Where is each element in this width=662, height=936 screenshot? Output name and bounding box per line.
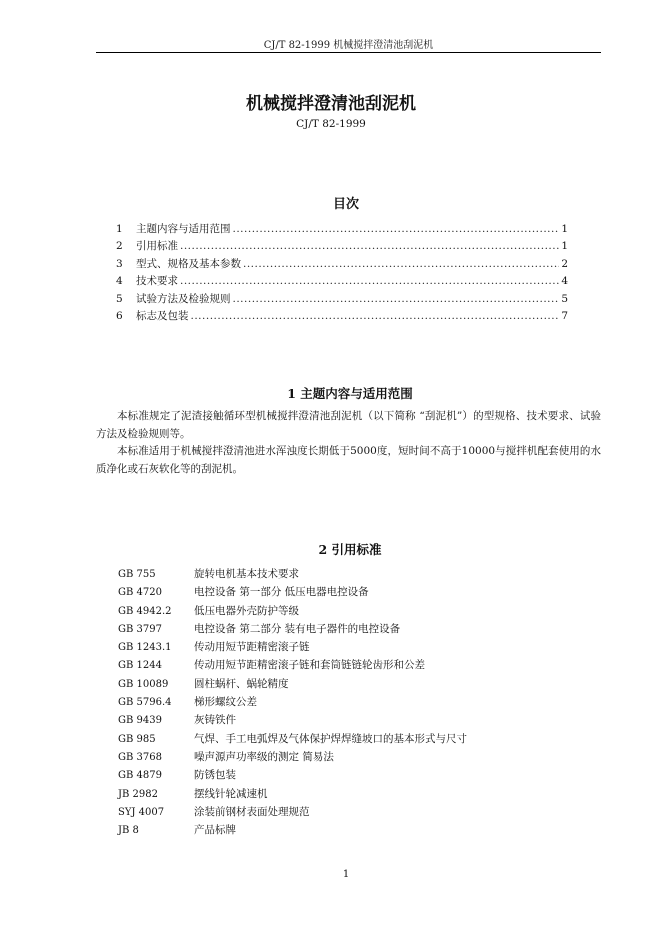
reference-item <box>118 566 598 584</box>
toc-entry-page: 1 <box>561 223 568 235</box>
running-head: CJ/T 82-1999 机械搅拌澄清池刮泥机 <box>263 40 434 51</box>
reference-standards-list <box>118 566 598 840</box>
reference-item <box>118 731 598 749</box>
toc-entry-page: 1 <box>561 240 568 253</box>
reference-code: JB 2982 <box>118 788 158 800</box>
reference-name: 旋转电机基本技术要求 <box>194 568 299 580</box>
toc-entry-number: 4 <box>116 275 123 288</box>
toc-entry[interactable] <box>116 256 568 273</box>
reference-item <box>118 639 598 657</box>
toc-entry-title: 试验方法及检验规则 <box>136 292 231 305</box>
toc-entry-number: 3 <box>116 257 123 270</box>
reference-name: 摆线针轮减速机 <box>194 787 268 800</box>
reference-name: 气焊、手工电弧焊及气体保护焊焊缝坡口的基本形式与尺寸 <box>194 732 467 745</box>
toc-leader-dots <box>243 258 559 270</box>
reference-name: 电控设备 第二部分 装有电子器件的电控设备 <box>194 622 401 635</box>
reference-code: GB 985 <box>118 733 156 745</box>
toc-entry-number: 6 <box>116 309 123 322</box>
reference-code: GB 1243.1 <box>118 642 172 654</box>
reference-item <box>118 603 598 621</box>
toc-entry-number: 1 <box>116 223 123 235</box>
reference-name: 产品标牌 <box>194 824 236 837</box>
section-1-heading: 1 主题内容与适用范围 <box>287 386 413 401</box>
toc-entry-number: 5 <box>116 292 123 305</box>
toc-entry-title: 标志及包装 <box>136 309 189 322</box>
reference-name: 电控设备 第一部分 低压电器电控设备 <box>194 586 369 599</box>
reference-name: 传动用短节距精密滚子链和套筒链链轮齿形和公差 <box>194 659 425 672</box>
reference-code: GB 3797 <box>118 623 162 635</box>
reference-code: JB 8 <box>118 825 139 837</box>
reference-code: GB 755 <box>118 569 156 580</box>
reference-name: 防锈包装 <box>194 769 236 782</box>
reference-name: 梯形螺纹公差 <box>194 696 257 709</box>
toc-leader-dots <box>180 240 559 252</box>
toc-entry-page: 4 <box>561 275 568 288</box>
reference-item <box>118 749 598 767</box>
reference-name: 灰铸铁件 <box>194 714 236 727</box>
table-of-contents <box>116 221 568 325</box>
toc-entry[interactable] <box>116 273 568 290</box>
reference-code: GB 3768 <box>118 751 162 763</box>
reference-name: 传动用短节距精密滚子链 <box>194 641 310 654</box>
toc-entry[interactable] <box>116 291 568 308</box>
document-title: 机械搅拌澄清池刮泥机 <box>246 94 416 114</box>
toc-entry-page: 5 <box>561 292 568 305</box>
toc-leader-dots <box>233 293 560 305</box>
reference-code: GB 4879 <box>118 770 162 782</box>
section-1-paragraph-2: 本标准适用于机械搅拌澄清池进水浑浊度长期低于5000度，短时间不高于10000与搅拌机配套使用的水质净化或石灰软化等的刮泥机。 <box>96 445 601 475</box>
reference-item <box>118 767 598 785</box>
reference-item <box>118 822 598 840</box>
reference-code: GB 5796.4 <box>118 697 172 709</box>
reference-code: SYJ 4007 <box>118 806 165 818</box>
reference-name: 噪声源声功率级的测定 简易法 <box>194 750 334 763</box>
toc-entry-title: 技术要求 <box>136 275 178 288</box>
reference-item <box>118 804 598 822</box>
reference-item <box>118 694 598 712</box>
page-number: 1 <box>342 869 350 880</box>
reference-item <box>118 657 598 675</box>
document-code: CJ/T 82-1999 <box>296 118 366 130</box>
toc-entry-title: 主题内容与适用范围 <box>136 223 231 235</box>
reference-code: GB 10089 <box>118 678 169 690</box>
toc-entry-page: 2 <box>561 257 568 270</box>
toc-leader-dots <box>191 310 560 322</box>
toc-entry-title: 型式、规格及基本参数 <box>136 257 241 270</box>
reference-item <box>118 712 598 730</box>
section-1-paragraph-1: 本标准规定了泥渣接触循环型机械搅拌澄清池刮泥机（以下简称 “刮泥机”）的型规格、技术要求、试验方法及检验规则等。 <box>96 410 601 440</box>
reference-item <box>118 786 598 804</box>
toc-entry[interactable] <box>116 221 568 238</box>
reference-code: GB 4942.2 <box>118 605 172 617</box>
reference-code: GB 4720 <box>118 587 162 599</box>
reference-code: GB 1244 <box>118 660 162 672</box>
reference-name: 低压电器外壳防护等级 <box>194 604 299 617</box>
toc-entry-page: 7 <box>561 309 568 322</box>
reference-item <box>118 676 598 694</box>
toc-entry-title: 引用标准 <box>136 240 178 253</box>
toc-title: 目次 <box>332 197 359 212</box>
toc-leader-dots <box>233 223 560 235</box>
section-2-heading: 2 引用标准 <box>318 542 382 557</box>
reference-item <box>118 621 598 639</box>
toc-entry-number: 2 <box>116 240 123 253</box>
reference-name: 涂装前钢材表面处理规范 <box>194 805 310 818</box>
header-rule <box>96 52 601 53</box>
reference-name: 圆柱蜗杆、蜗轮精度 <box>194 677 289 690</box>
toc-entry[interactable] <box>116 308 568 325</box>
toc-entry[interactable] <box>116 238 568 255</box>
toc-leader-dots <box>180 275 559 287</box>
reference-item <box>118 584 598 602</box>
reference-code: GB 9439 <box>118 715 162 727</box>
